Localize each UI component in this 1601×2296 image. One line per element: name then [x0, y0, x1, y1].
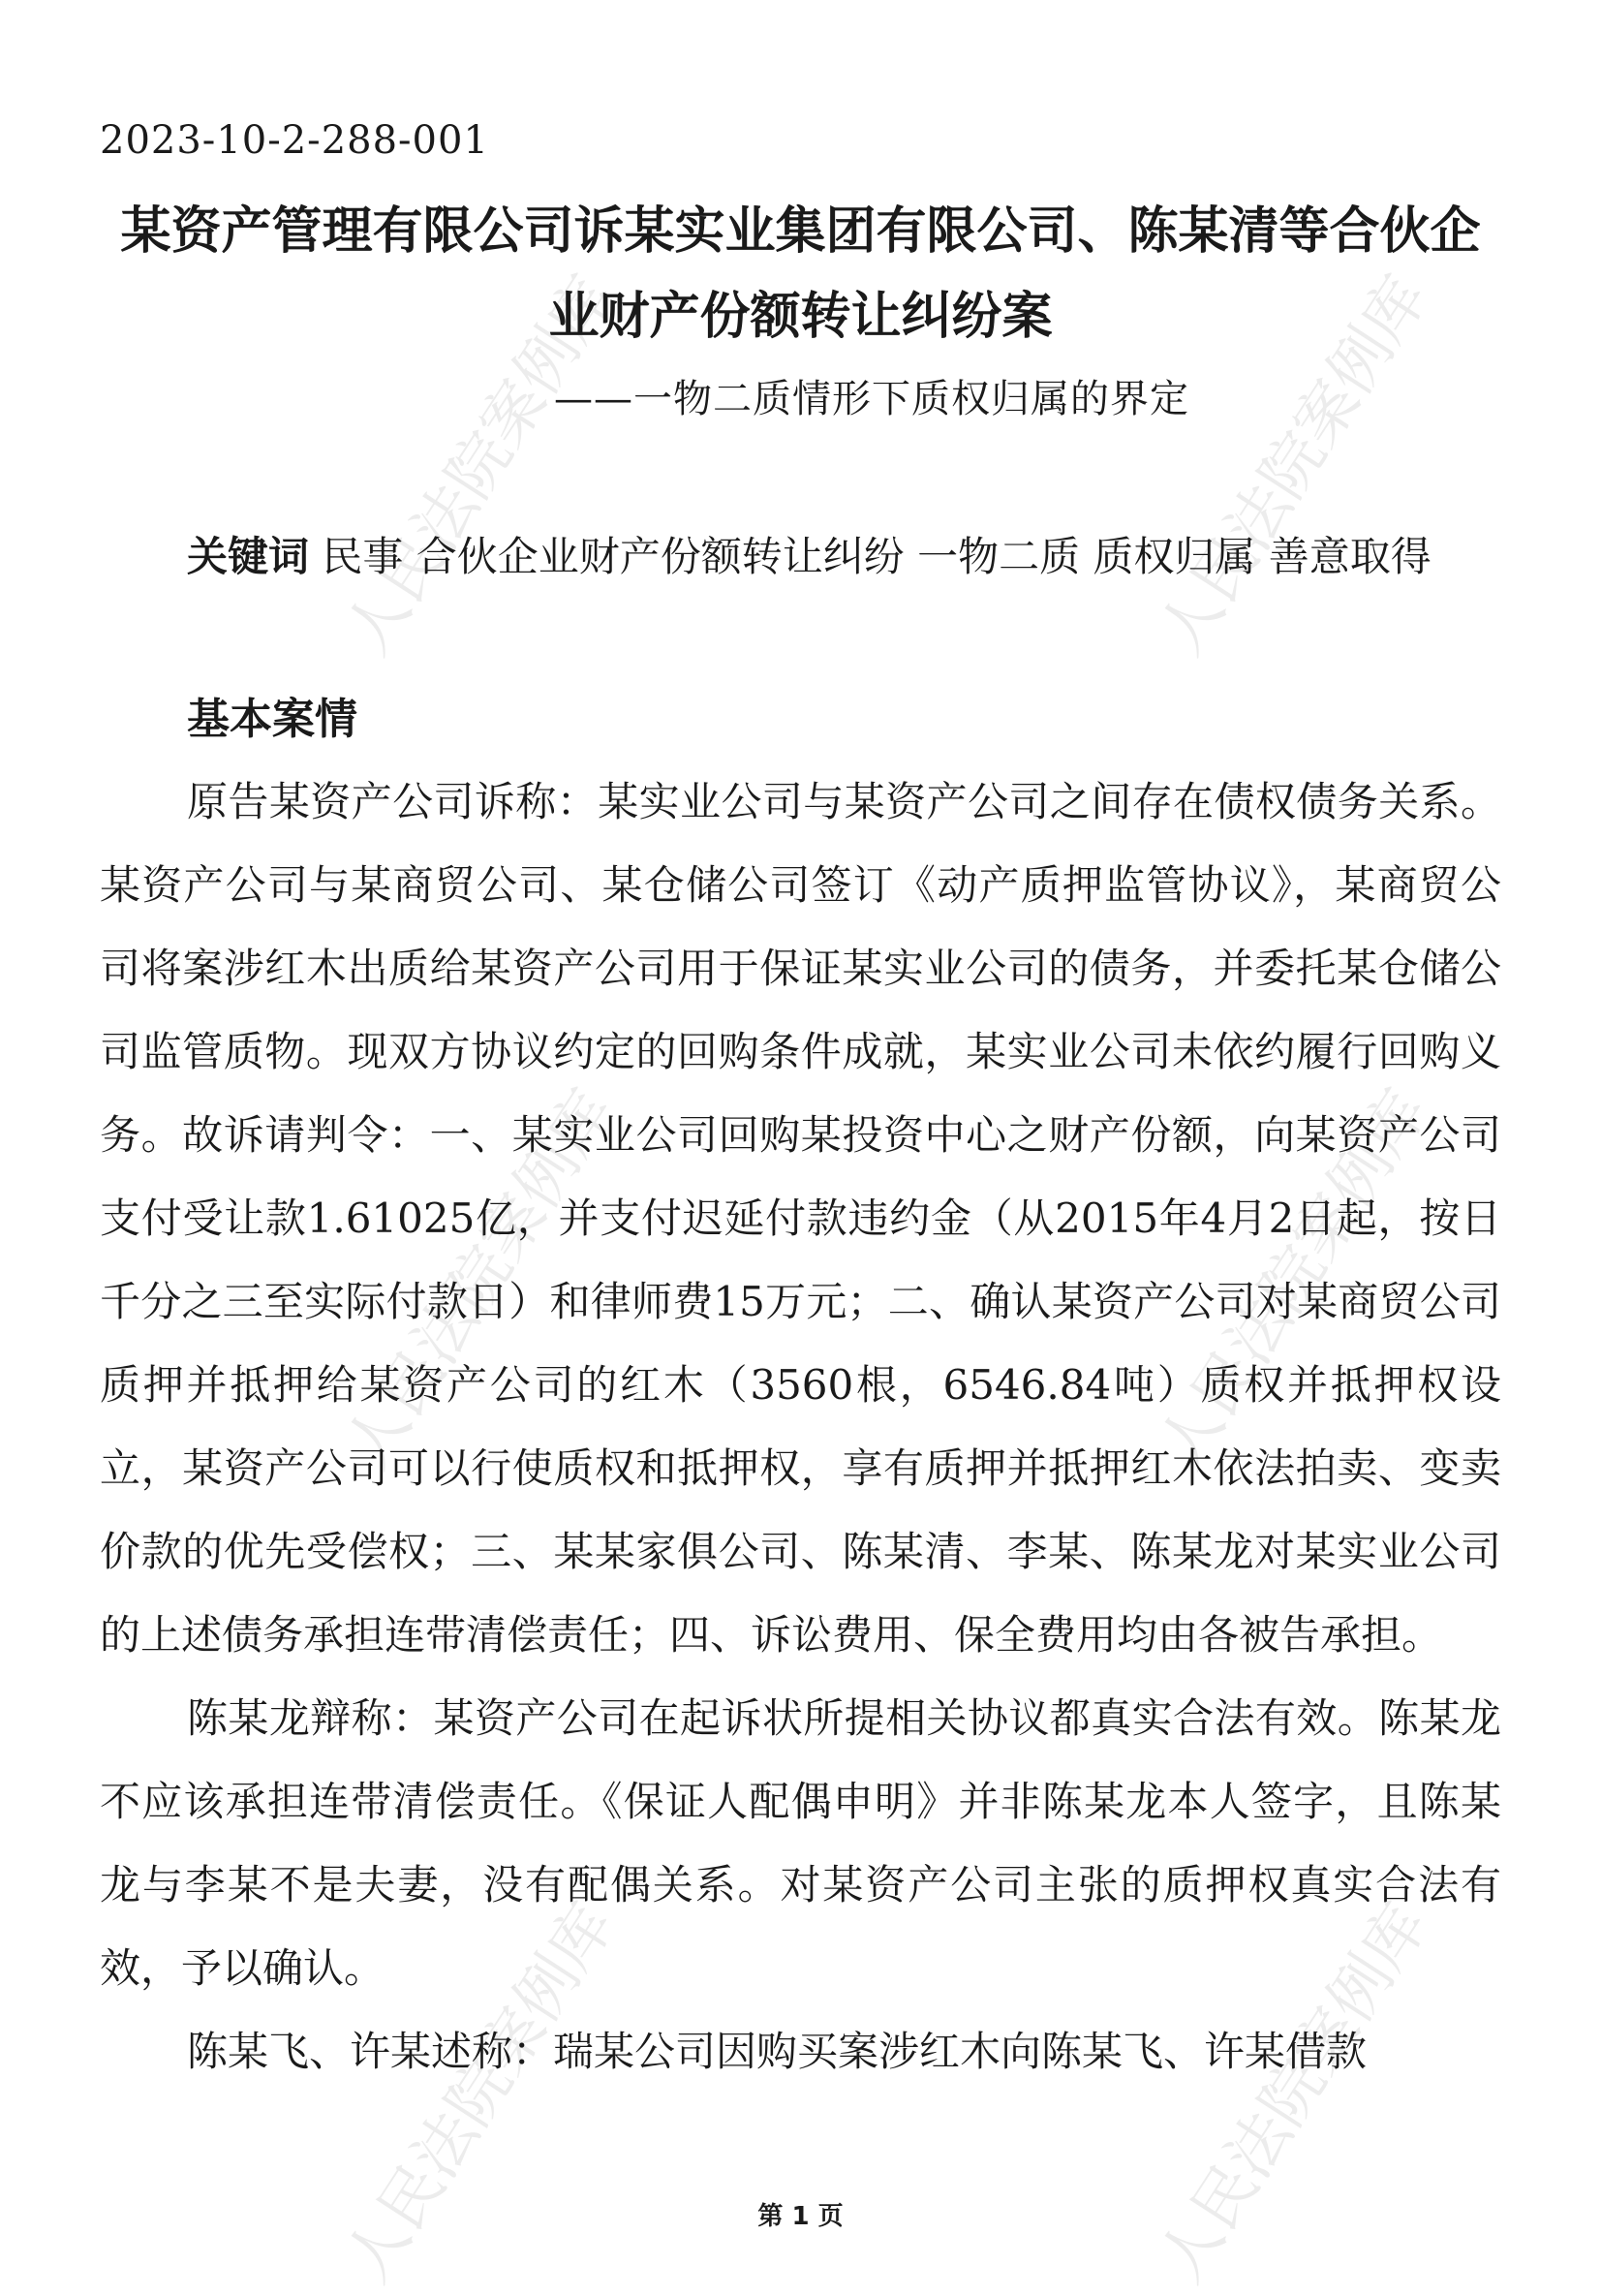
- watermark: 人民法院案例库: [331, 264, 629, 667]
- watermark: 人民法院案例库: [331, 1077, 629, 1481]
- document-subtitle: ——一物二质情形下质权归属的界定: [554, 377, 1189, 421]
- keywords-text: 民事 合伙企业财产份额转让纠纷 一物二质 质权归属 善意取得: [322, 533, 1432, 580]
- watermark: 人民法院案例库: [1145, 264, 1442, 667]
- case-number: 2023-10-2-288-001: [100, 118, 489, 163]
- paragraph: 原告某资产公司诉称：某实业公司与某资产公司之间存在债权债务关系。某资产公司与某商贸公司、某仓储公司签订《动产质押监管协议》，某商贸公司将案涉红木出质给某资产公司用于保证某实业公司的债务，并委托某仓储公司监管质物。现双方协议约定的回购条件成就，某实业公司未依约履行回购义务。故诉请判令：一、某实业公司回购某投资中心之财产份额，向某资产公司支付受让款1.61025亿，并支付迟延付款违约金（从2015年4月2日起，按日千分之三至实际付款日）和律师费15万元；二、确认某资产公司对某商贸公司质押并抵押给某资产公司的红木（3560根，6546.84吨）质权并抵押权设立，某资产公司可以行使质权和抵押权，享有质押并抵押红木依法拍卖、变卖价款的优先受偿权；三、某某家俱公司、陈某清、李某、陈某龙对某实业公司的上述债务承担连带清偿责任；四、诉讼费用、保全费用均由各被告承担。: [100, 778, 1501, 1659]
- document-title: 某资产管理有限公司诉某实业集团有限公司、陈某清等合伙企业财产份额转让纠纷案: [120, 202, 1481, 346]
- paragraph: 陈某龙辩称：某资产公司在起诉状所提相关协议都真实合法有效。陈某龙不应该承担连带清偿责任。《保证人配偶申明》并非陈某龙本人签字，且陈某龙与李某不是夫妻，没有配偶关系。对某资产公司主张的质押权真实合法有效，予以确认。: [100, 1694, 1501, 1992]
- watermark: 人民法院案例库: [1145, 1891, 1442, 2295]
- page-number: 第 1 页: [757, 2202, 844, 2231]
- keywords-line: [100, 515, 1501, 599]
- paragraph: 陈某飞、许某述称：瑞某公司因购买案涉红木向陈某飞、许某借款: [187, 2028, 1368, 2075]
- watermark: 人民法院案例库: [331, 1891, 629, 2295]
- keywords-label: 关键词: [187, 533, 310, 580]
- section-heading: 基本案情: [187, 695, 357, 744]
- watermark: 人民法院案例库: [1145, 1077, 1442, 1481]
- document-body: [100, 760, 1501, 2094]
